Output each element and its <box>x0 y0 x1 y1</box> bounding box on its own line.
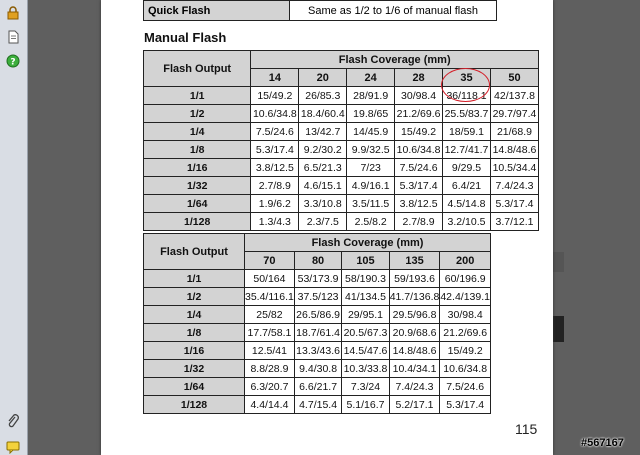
table-cell: 7.5/24.6 <box>440 378 491 396</box>
table-row <box>144 177 539 195</box>
table-cell: 41/134.5 <box>342 288 389 306</box>
table-cell: 50/164 <box>245 270 295 288</box>
table-cell: 26/85.3 <box>299 87 347 105</box>
table-cell: 10.5/34.4 <box>490 159 538 177</box>
table-row <box>144 342 491 360</box>
row-label: 1/4 <box>144 306 245 324</box>
table-cell: 42.4/139.1 <box>440 288 491 306</box>
quick-flash-label: Quick Flash <box>144 1 290 21</box>
table-cell: 7.5/24.6 <box>251 123 299 141</box>
table-row <box>144 288 491 306</box>
table-cell: 4.7/15.4 <box>294 396 341 414</box>
table-cell: 14.8/48.6 <box>389 342 440 360</box>
column-header: 35 <box>443 69 491 87</box>
table-row <box>144 360 491 378</box>
table-cell: 10.3/33.8 <box>342 360 389 378</box>
group-header: Flash Coverage (mm) <box>251 51 539 69</box>
table-cell: 9.2/30.2 <box>299 141 347 159</box>
column-header: 20 <box>299 69 347 87</box>
table-cell: 9.9/32.5 <box>347 141 395 159</box>
comment-icon[interactable] <box>6 440 20 454</box>
table-cell: 7.3/24 <box>342 378 389 396</box>
table-cell: 9/29.5 <box>443 159 491 177</box>
column-header: 28 <box>395 69 443 87</box>
table-row <box>144 270 491 288</box>
table-cell: 2.5/8.2 <box>347 213 395 231</box>
column-header: 50 <box>490 69 538 87</box>
column-header: 105 <box>342 252 389 270</box>
table-row <box>144 396 491 414</box>
table-cell: 25.5/83.7 <box>443 105 491 123</box>
table-header-row <box>144 51 539 69</box>
row-label: 1/32 <box>144 177 251 195</box>
table-cell: 60/196.9 <box>440 270 491 288</box>
table-cell: 7.5/24.6 <box>395 159 443 177</box>
column-header: 70 <box>245 252 295 270</box>
table-cell: 25/82 <box>245 306 295 324</box>
row-label: 1/16 <box>144 159 251 177</box>
row-label: 1/8 <box>144 324 245 342</box>
table-cell: 3.3/10.8 <box>299 195 347 213</box>
column-header: 135 <box>389 252 440 270</box>
row-label: 1/2 <box>144 105 251 123</box>
watermark: #567167 <box>581 437 624 449</box>
table-cell: 6.3/20.7 <box>245 378 295 396</box>
table-cell: 37.5/123 <box>294 288 341 306</box>
svg-text:?: ? <box>10 57 16 68</box>
column-header: 14 <box>251 69 299 87</box>
column-header: 80 <box>294 252 341 270</box>
table-cell: 7.4/24.3 <box>490 177 538 195</box>
section-title: Manual Flash <box>144 30 227 45</box>
highlight-circle <box>441 68 490 102</box>
page-number: 115 <box>515 421 538 437</box>
table-cell: 1.3/4.3 <box>251 213 299 231</box>
column-header: 24 <box>347 69 395 87</box>
row-label: 1/8 <box>144 141 251 159</box>
table-cell: 4.5/14.8 <box>443 195 491 213</box>
table-row <box>144 105 539 123</box>
table-cell: 5.3/17.4 <box>251 141 299 159</box>
table-cell: 6.5/21.3 <box>299 159 347 177</box>
table-cell: 6.4/21 <box>443 177 491 195</box>
table-cell: 13/42.7 <box>299 123 347 141</box>
table-cell: 4.6/15.1 <box>299 177 347 195</box>
table-row <box>144 123 539 141</box>
help-icon[interactable] <box>6 54 20 68</box>
table-cell: 30/98.4 <box>440 306 491 324</box>
table-cell: 15/49.2 <box>440 342 491 360</box>
table-cell: 18.4/60.4 <box>299 105 347 123</box>
row-header: Flash Output <box>144 51 251 87</box>
table-row <box>144 159 539 177</box>
table-cell: 14.8/48.6 <box>490 141 538 159</box>
table-cell: 59/193.6 <box>389 270 440 288</box>
table-cell: 7/23 <box>347 159 395 177</box>
row-label: 1/128 <box>144 396 245 414</box>
table-cell: 12.7/41.7 <box>443 141 491 159</box>
table-cell: 20.9/68.6 <box>389 324 440 342</box>
quick-flash-value: Same as 1/2 to 1/6 of manual flash <box>290 1 497 21</box>
quick-flash-table <box>143 0 497 21</box>
page-icon[interactable] <box>6 30 20 44</box>
table-cell: 13.3/43.6 <box>294 342 341 360</box>
table-cell: 58/190.3 <box>342 270 389 288</box>
row-label: 1/32 <box>144 360 245 378</box>
row-label: 1/2 <box>144 288 245 306</box>
lock-icon[interactable] <box>6 6 20 20</box>
table-cell: 15/49.2 <box>395 123 443 141</box>
table-row <box>144 1 497 21</box>
row-label: 1/1 <box>144 270 245 288</box>
table-cell: 3.8/12.5 <box>395 195 443 213</box>
table-cell: 2.3/7.5 <box>299 213 347 231</box>
table-cell: 21.2/69.6 <box>395 105 443 123</box>
table-cell: 18/59.1 <box>443 123 491 141</box>
table-cell: 18.7/61.4 <box>294 324 341 342</box>
table-cell: 20.5/67.3 <box>342 324 389 342</box>
table-cell: 8.8/28.9 <box>245 360 295 378</box>
table-cell: 14/45.9 <box>347 123 395 141</box>
table-header-row <box>144 234 491 252</box>
table-cell: 35.4/116.1 <box>245 288 295 306</box>
table-cell: 4.4/14.4 <box>245 396 295 414</box>
table-cell: 1.9/6.2 <box>251 195 299 213</box>
table-row <box>144 306 491 324</box>
row-label: 1/1 <box>144 87 251 105</box>
table-cell: 5.3/17.4 <box>395 177 443 195</box>
table-cell: 6.6/21.7 <box>294 378 341 396</box>
table-cell: 19.8/65 <box>347 105 395 123</box>
table-cell: 9.4/30.8 <box>294 360 341 378</box>
table-cell: 29.7/97.4 <box>490 105 538 123</box>
table-cell: 28/91.9 <box>347 87 395 105</box>
table-cell: 53/173.9 <box>294 270 341 288</box>
left-toolbar <box>0 0 28 455</box>
table-cell: 7.4/24.3 <box>389 378 440 396</box>
table-cell: 21.2/69.6 <box>440 324 491 342</box>
table-cell: 41.7/136.8 <box>389 288 440 306</box>
table-cell: 21/68.9 <box>490 123 538 141</box>
group-header: Flash Coverage (mm) <box>245 234 491 252</box>
table-row <box>144 378 491 396</box>
table-cell: 29.5/96.8 <box>389 306 440 324</box>
table-cell: 5.3/17.4 <box>490 195 538 213</box>
table-cell: 10.6/34.8 <box>395 141 443 159</box>
table-row <box>144 195 539 213</box>
table-row <box>144 213 539 231</box>
table-cell: 4.9/16.1 <box>347 177 395 195</box>
table-cell: 26.5/86.9 <box>294 306 341 324</box>
table-cell: 3.7/12.1 <box>490 213 538 231</box>
flash-table-2 <box>143 233 491 414</box>
table-cell: 5.3/17.4 <box>440 396 491 414</box>
table-cell: 17.7/58.1 <box>245 324 295 342</box>
table-cell: 15/49.2 <box>251 87 299 105</box>
table-cell: 3.5/11.5 <box>347 195 395 213</box>
row-label: 1/16 <box>144 342 245 360</box>
table-cell: 42/137.8 <box>490 87 538 105</box>
table-cell: 3.2/10.5 <box>443 213 491 231</box>
attachment-icon[interactable] <box>6 414 20 428</box>
row-label: 1/64 <box>144 378 245 396</box>
table-cell: 10.6/34.8 <box>440 360 491 378</box>
row-label: 1/4 <box>144 123 251 141</box>
row-header: Flash Output <box>144 234 245 270</box>
table-row <box>144 324 491 342</box>
table-cell: 5.1/16.7 <box>342 396 389 414</box>
row-label: 1/64 <box>144 195 251 213</box>
table-cell: 2.7/8.9 <box>395 213 443 231</box>
table-cell: 12.5/41 <box>245 342 295 360</box>
table-cell: 3.8/12.5 <box>251 159 299 177</box>
table-cell: 10.4/34.1 <box>389 360 440 378</box>
table-cell: 10.6/34.8 <box>251 105 299 123</box>
table-row <box>144 141 539 159</box>
table-cell: 5.2/17.1 <box>389 396 440 414</box>
column-header: 200 <box>440 252 491 270</box>
table-cell: 14.5/47.6 <box>342 342 389 360</box>
table-cell: 36/118.1 <box>443 87 491 105</box>
table-cell: 29/95.1 <box>342 306 389 324</box>
table-cell: 30/98.4 <box>395 87 443 105</box>
row-label: 1/128 <box>144 213 251 231</box>
table-cell: 2.7/8.9 <box>251 177 299 195</box>
